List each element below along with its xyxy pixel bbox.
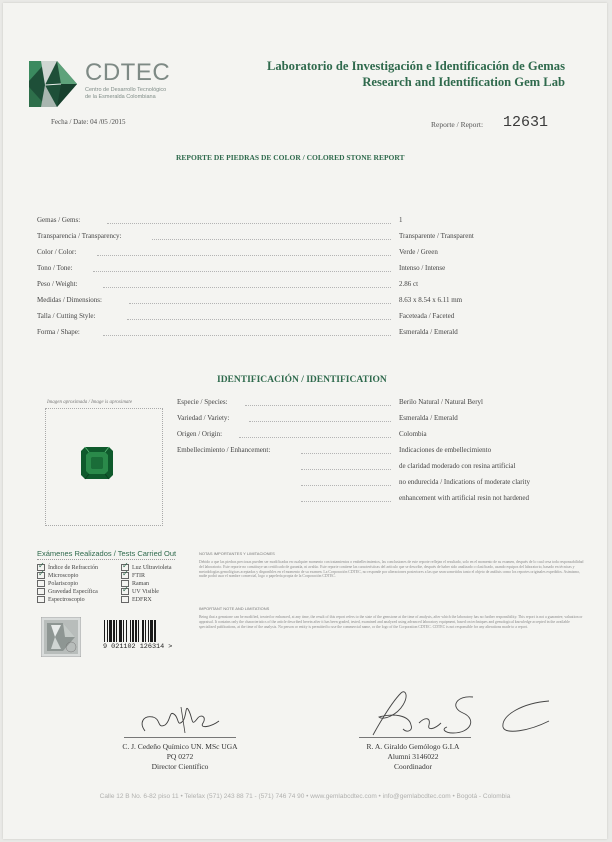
detail-label: Medidas / Dimensions: [37, 296, 102, 304]
emerald-gem-icon [80, 446, 114, 480]
test-item [37, 580, 78, 587]
detail-label: Forma / Shape: [37, 328, 80, 336]
signatory-credential: Alumni 3146022 [387, 752, 439, 761]
dotted-leader [301, 501, 391, 502]
test-label: Gravedad Específica [48, 588, 98, 595]
test-item [37, 588, 98, 595]
detail-label: Tono / Tone: [37, 264, 73, 272]
identification-label: Embellecimiento / Enhancement: [177, 446, 271, 454]
dotted-leader [97, 255, 391, 256]
identification-row [177, 398, 557, 412]
detail-row [37, 280, 537, 294]
test-label: Índice de Refracción [48, 564, 98, 571]
detail-row [37, 264, 537, 278]
test-label: EDFRX [132, 596, 152, 603]
test-item [121, 596, 152, 603]
signature-line [359, 737, 471, 738]
identification-title: IDENTIFICACIÓN / IDENTIFICATION [217, 375, 387, 385]
checkbox-empty-icon [37, 596, 45, 603]
report-number: 12631 [503, 114, 549, 131]
detail-row [37, 312, 537, 326]
identification-value: Indicaciones de embellecimiento [399, 446, 492, 454]
lab-title-spanish: Laboratorio de Investigación e Identificación de Gemas [266, 59, 565, 73]
detail-value: 1 [399, 216, 403, 224]
dotted-leader [301, 453, 391, 454]
detail-row [37, 248, 537, 262]
identification-label: Especie / Species: [177, 398, 228, 406]
checkbox-empty-icon [37, 588, 45, 595]
security-seal-icon [41, 617, 81, 657]
test-label: Espectroscopio [48, 596, 85, 603]
dotted-leader [249, 421, 391, 422]
checkbox-checked-icon [121, 572, 129, 579]
signature-cedeno [135, 693, 225, 737]
enhancement-text: no endurecida / Indications of moderate clarity [399, 478, 531, 486]
test-label: Microscopio [48, 572, 79, 579]
detail-value: Esmeralda / Emerald [399, 328, 458, 336]
identification-row [177, 430, 557, 444]
signatory-role: Coordinador [394, 762, 432, 771]
identification-value: Berilo Natural / Natural Beryl [399, 398, 483, 406]
signatory-credential: PQ 0272 [166, 752, 194, 761]
lab-title-english: Research and Identification Gem Lab [362, 75, 565, 89]
identification-row [177, 414, 557, 428]
test-item [121, 572, 145, 579]
detail-row [37, 296, 537, 310]
detail-label: Peso / Weight: [37, 280, 78, 288]
identification-label: Variedad / Variety: [177, 414, 230, 422]
detail-row [37, 328, 537, 342]
brand-subtitle: de la Esmeralda Colombiana [85, 94, 156, 100]
tests-list [37, 559, 175, 606]
enhancement-text: enhancement with artificial resin not hardened [399, 494, 530, 502]
detail-label: Talla / Cutting Style: [37, 312, 96, 320]
section-title: REPORTE DE PIEDRAS DE COLOR / COLORED STONE REPORT [176, 153, 405, 162]
test-item [121, 588, 159, 595]
signatory-name: C. J. Cedeño Químico UN. MSc UGA [122, 742, 238, 751]
notes-heading-spanish: NOTAS IMPORTANTES Y LIMITACIONES [199, 551, 275, 556]
detail-row [37, 232, 537, 246]
signatory-name: R. A. Giraldo Gemólogo G.I.A [366, 742, 460, 751]
cdtec-logo-icon [27, 59, 79, 109]
dotted-leader [103, 335, 391, 336]
detail-value: 8.63 x 8.54 x 6.11 mm [399, 296, 463, 304]
signatory-role: Director Científico [151, 762, 209, 771]
dotted-leader [107, 223, 391, 224]
test-label: Raman [132, 580, 149, 587]
identification-value: Esmeralda / Emerald [399, 414, 458, 422]
report-page [3, 3, 607, 839]
detail-value: Transparente / Transparent [399, 232, 474, 240]
signature-giraldo [353, 687, 553, 739]
dotted-leader [103, 287, 391, 288]
barcode-number: 9 021102 126314 > [103, 643, 173, 651]
test-label: FTIR [132, 572, 146, 579]
detail-value: Verde / Green [399, 248, 438, 256]
test-label: Polariscopio [48, 580, 78, 587]
test-item [37, 564, 98, 571]
identification-value: Colombia [399, 430, 427, 438]
detail-label: Color / Color: [37, 248, 77, 256]
gem-image-frame [45, 408, 163, 526]
identification-row [177, 494, 557, 508]
notes-text-english: Being that a gemstone can be modified, treated or enhanced, at any time, the result of this report refers to the state of the gemstone at the time of analysis, after which the laboratory has no further responsibility. This report is not a guarantee, valuation or appraisal. It contains only the characteristics of the article described herein after it has been graded, tested, examined and analyzed using advanced laboratory equipment, based on techniques and gemological knowledge accepted in the available specialized publications, at the time of the analysis. No person or entity is permitted to use the commercial name, or the logo of the Corporation CDTEC. CDTEC is not responsible for any alterations made to a report. [199, 615, 583, 629]
checkbox-checked-icon [37, 572, 45, 579]
notes-text-spanish: Debido a que las piedras preciosas pueden ser modificadas en cualquier momento con tratamientos o embellecimientos, las conclusiones de este reporte reflejan el resultado, solo en el momento de su examen, después de lo cual cesa toda responsabilidad del laboratorio. Este reporte no constituye un certificado de garantía, ni avalúo. Este reporte contiene las características del artículo que se describe, después de haber sido analizado o clasificado, usando equipos del laboratorio, basado en técnicas y metodologías gemológicas aceptadas y disponibles en el momento de su examen. La Corporación CDTEC, no responde por alteraciones posteriores a las que sean sometidos tanto el objeto de análisis como los reportes originales expedidos. Asimismo, nadie podrá usar el nombre comercial, logo o papelería propia de la Corporación CDTEC. [199, 560, 584, 579]
identification-label: Origen / Origin: [177, 430, 223, 438]
identification-row [177, 478, 557, 492]
report-number-label: Reporte / Report: [431, 120, 484, 129]
detail-value: Faceteada / Faceted [399, 312, 455, 320]
checkbox-empty-icon [37, 580, 45, 587]
notes-heading-english: IMPORTANT NOTE AND LIMITATIONS [199, 606, 270, 611]
dotted-leader [301, 469, 391, 470]
identification-row [177, 446, 557, 460]
barcode-icon [104, 620, 170, 642]
brand-subtitle: Centro de Desarrollo Tecnológico [85, 87, 167, 93]
test-item [37, 572, 78, 579]
test-label: Luz Ultravioleta [132, 564, 172, 571]
dotted-leader [239, 437, 391, 438]
image-caption: Imagen aproximada / Image is aproximate [47, 400, 133, 405]
brand-name: CDTEC [85, 59, 171, 86]
report-date: Fecha / Date: 04 /05 /2015 [51, 118, 126, 126]
checkbox-empty-icon [121, 596, 129, 603]
dotted-leader [245, 405, 391, 406]
detail-row [37, 216, 537, 230]
dotted-leader [129, 303, 391, 304]
detail-value: 2.86 ct [399, 280, 419, 288]
signature-line [124, 737, 236, 738]
test-label: UV Visible [132, 588, 159, 595]
dotted-leader [127, 319, 391, 320]
dotted-leader [152, 239, 391, 240]
detail-label: Transparencia / Transparency: [37, 232, 122, 240]
footer-contact: Calle 12 B No. 6-82 piso 11 • Telefax (571) 243 88 71 - (571) 746 74 90 • www.gemlabcdtec.com • info@gemlabcdtec.com • Bogotá - Colombia [99, 793, 511, 800]
identification-row [177, 462, 557, 476]
dotted-leader [301, 485, 391, 486]
checkbox-checked-icon [121, 588, 129, 595]
detail-label: Gemas / Gems: [37, 216, 81, 224]
tests-title: Exámenes Realizados / Tests Carried Out [37, 549, 177, 558]
enhancement-text: de claridad moderado con resina artificial [399, 462, 516, 470]
dotted-leader [93, 271, 391, 272]
test-item [37, 596, 85, 603]
detail-value: Intenso / Intense [399, 264, 446, 272]
